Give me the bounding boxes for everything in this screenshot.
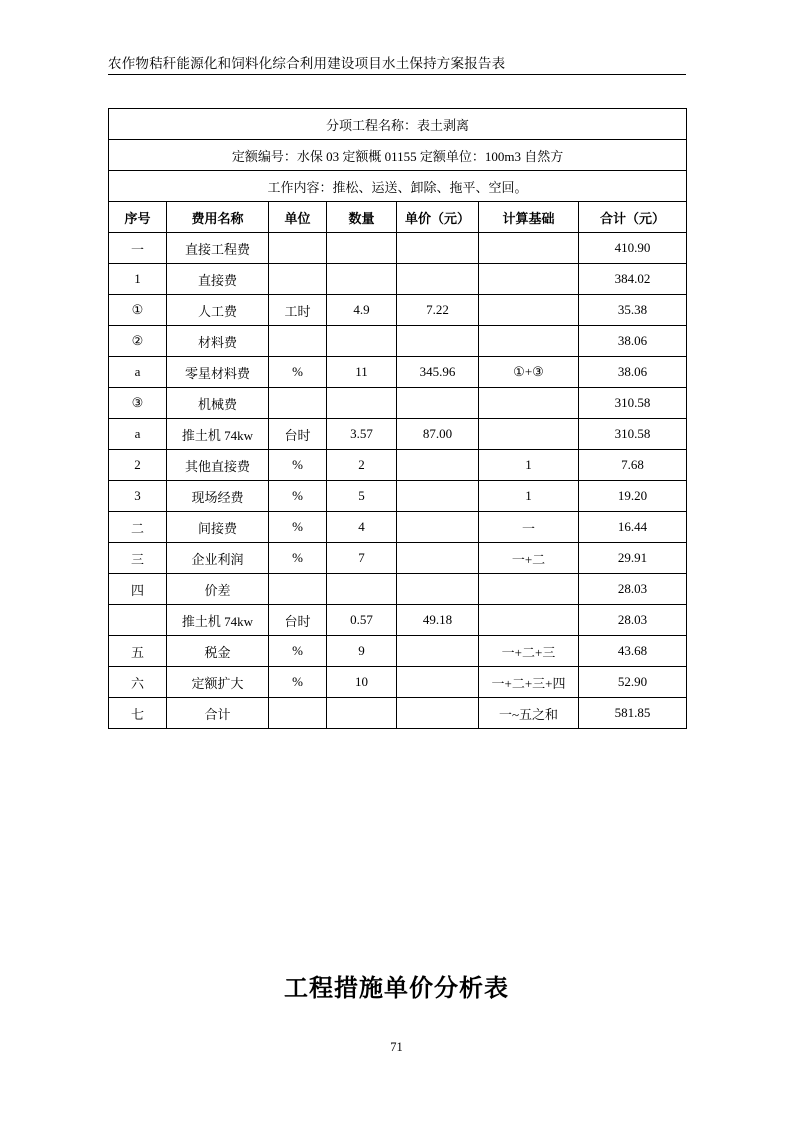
cell-basis <box>479 326 579 357</box>
cell-quantity: 4 <box>327 512 397 543</box>
quota-code-cell: 定额编号：水保 03 定额概 01155 定额单位：100m3 自然方 <box>109 140 687 171</box>
table-row <box>109 667 687 698</box>
cell-index: a <box>109 419 167 450</box>
table-row <box>109 574 687 605</box>
cell-unit <box>269 698 327 729</box>
cell-quantity <box>327 264 397 295</box>
cell-basis: ①+③ <box>479 357 579 388</box>
cell-total: 52.90 <box>579 667 687 698</box>
unit-price-analysis-table <box>108 108 687 729</box>
header-divider <box>108 74 686 75</box>
cell-quantity: 9 <box>327 636 397 667</box>
table-row <box>109 698 687 729</box>
cell-total: 310.58 <box>579 419 687 450</box>
table-row <box>109 295 687 326</box>
cell-unit: % <box>269 636 327 667</box>
cell-unit-price <box>397 543 479 574</box>
cell-basis <box>479 574 579 605</box>
cell-total: 35.38 <box>579 295 687 326</box>
cell-total: 581.85 <box>579 698 687 729</box>
cell-quantity: 10 <box>327 667 397 698</box>
cell-unit-price <box>397 326 479 357</box>
cell-quantity: 2 <box>327 450 397 481</box>
cell-total: 16.44 <box>579 512 687 543</box>
cell-unit-price <box>397 698 479 729</box>
cell-fee-name: 间接费 <box>167 512 269 543</box>
table-header-row <box>109 202 687 233</box>
cell-quantity <box>327 326 397 357</box>
page-number: 71 <box>390 1040 403 1054</box>
cell-index <box>109 605 167 636</box>
info-row <box>109 171 687 202</box>
cell-index: 三 <box>109 543 167 574</box>
cell-unit-price <box>397 481 479 512</box>
table-row <box>109 388 687 419</box>
table-row <box>109 543 687 574</box>
cell-fee-name: 推土机 74kw <box>167 419 269 450</box>
cell-fee-name: 推土机 74kw <box>167 605 269 636</box>
table-row <box>109 512 687 543</box>
cell-basis: 一 <box>479 512 579 543</box>
cell-unit: % <box>269 357 327 388</box>
cell-index: 3 <box>109 481 167 512</box>
cell-index: 2 <box>109 450 167 481</box>
section-title: 工程措施单价分析表 <box>284 976 509 1002</box>
cell-quantity: 5 <box>327 481 397 512</box>
cell-unit-price <box>397 574 479 605</box>
cell-unit <box>269 388 327 419</box>
cell-total: 7.68 <box>579 450 687 481</box>
cell-unit: % <box>269 667 327 698</box>
cell-unit-price <box>397 512 479 543</box>
cell-basis <box>479 388 579 419</box>
cell-total: 19.20 <box>579 481 687 512</box>
table-row <box>109 326 687 357</box>
cell-unit-price <box>397 233 479 264</box>
column-header-fee-name: 费用名称 <box>167 202 269 233</box>
cell-basis <box>479 233 579 264</box>
cell-index: a <box>109 357 167 388</box>
cell-basis <box>479 295 579 326</box>
cell-index: ① <box>109 295 167 326</box>
cell-basis: 1 <box>479 450 579 481</box>
cell-unit <box>269 233 327 264</box>
table-body <box>109 109 687 729</box>
cell-total: 28.03 <box>579 574 687 605</box>
table-row <box>109 233 687 264</box>
table-row <box>109 357 687 388</box>
table-row <box>109 481 687 512</box>
cell-quantity: 11 <box>327 357 397 388</box>
cell-basis: 一~五之和 <box>479 698 579 729</box>
cell-unit-price: 87.00 <box>397 419 479 450</box>
cell-quantity: 4.9 <box>327 295 397 326</box>
cell-fee-name: 现场经费 <box>167 481 269 512</box>
cell-quantity <box>327 388 397 419</box>
cell-quantity: 0.57 <box>327 605 397 636</box>
cell-total: 38.06 <box>579 357 687 388</box>
cell-unit: % <box>269 450 327 481</box>
work-content-cell: 工作内容：推松、运送、卸除、拖平、空回。 <box>109 171 687 202</box>
cell-total: 410.90 <box>579 233 687 264</box>
cell-quantity <box>327 698 397 729</box>
cell-index: 六 <box>109 667 167 698</box>
cell-fee-name: 零星材料费 <box>167 357 269 388</box>
table-row <box>109 419 687 450</box>
cell-unit-price: 7.22 <box>397 295 479 326</box>
cell-index: 七 <box>109 698 167 729</box>
cell-index: ③ <box>109 388 167 419</box>
cell-unit-price: 49.18 <box>397 605 479 636</box>
cell-unit <box>269 264 327 295</box>
cell-basis: 一+二+三+四 <box>479 667 579 698</box>
cell-total: 384.02 <box>579 264 687 295</box>
cell-fee-name: 价差 <box>167 574 269 605</box>
cell-basis: 一+二 <box>479 543 579 574</box>
cell-unit: % <box>269 512 327 543</box>
info-row <box>109 140 687 171</box>
cell-unit: % <box>269 481 327 512</box>
column-header-quantity: 数量 <box>327 202 397 233</box>
cell-total: 28.03 <box>579 605 687 636</box>
cell-fee-name: 企业利润 <box>167 543 269 574</box>
cell-index: ② <box>109 326 167 357</box>
cell-unit-price <box>397 667 479 698</box>
column-header-unit-price: 单价（元） <box>397 202 479 233</box>
cell-fee-name: 直接工程费 <box>167 233 269 264</box>
info-row <box>109 109 687 140</box>
table-row <box>109 450 687 481</box>
cell-total: 29.91 <box>579 543 687 574</box>
cell-total: 43.68 <box>579 636 687 667</box>
cell-basis <box>479 605 579 636</box>
cell-fee-name: 材料费 <box>167 326 269 357</box>
cell-total: 38.06 <box>579 326 687 357</box>
cell-unit-price <box>397 388 479 419</box>
table-row <box>109 264 687 295</box>
cell-basis <box>479 419 579 450</box>
cell-unit-price <box>397 450 479 481</box>
cell-unit: % <box>269 543 327 574</box>
cell-unit-price <box>397 264 479 295</box>
cell-basis <box>479 264 579 295</box>
cell-total: 310.58 <box>579 388 687 419</box>
cell-index: 1 <box>109 264 167 295</box>
cell-fee-name: 合计 <box>167 698 269 729</box>
cell-index: 五 <box>109 636 167 667</box>
cell-unit: 台时 <box>269 419 327 450</box>
cell-index: 一 <box>109 233 167 264</box>
cell-index: 二 <box>109 512 167 543</box>
cell-index: 四 <box>109 574 167 605</box>
cell-unit <box>269 326 327 357</box>
cell-fee-name: 直接费 <box>167 264 269 295</box>
cell-basis: 一+二+三 <box>479 636 579 667</box>
cell-quantity <box>327 233 397 264</box>
cell-unit: 台时 <box>269 605 327 636</box>
cell-fee-name: 人工费 <box>167 295 269 326</box>
cell-basis: 1 <box>479 481 579 512</box>
cell-quantity <box>327 574 397 605</box>
cell-quantity: 7 <box>327 543 397 574</box>
table-row <box>109 636 687 667</box>
subproject-name-cell: 分项工程名称：表土剥离 <box>109 109 687 140</box>
cell-unit-price <box>397 636 479 667</box>
cell-fee-name: 税金 <box>167 636 269 667</box>
column-header-total: 合计（元） <box>579 202 687 233</box>
cell-fee-name: 定额扩大 <box>167 667 269 698</box>
column-header-basis: 计算基础 <box>479 202 579 233</box>
cell-fee-name: 机械费 <box>167 388 269 419</box>
cell-quantity: 3.57 <box>327 419 397 450</box>
column-header-unit: 单位 <box>269 202 327 233</box>
cell-fee-name: 其他直接费 <box>167 450 269 481</box>
column-header-index: 序号 <box>109 202 167 233</box>
table-row <box>109 605 687 636</box>
cell-unit: 工时 <box>269 295 327 326</box>
cell-unit <box>269 574 327 605</box>
document-header-title: 农作物秸秆能源化和饲料化综合利用建设项目水土保持方案报告表 <box>108 56 506 71</box>
cell-unit-price: 345.96 <box>397 357 479 388</box>
